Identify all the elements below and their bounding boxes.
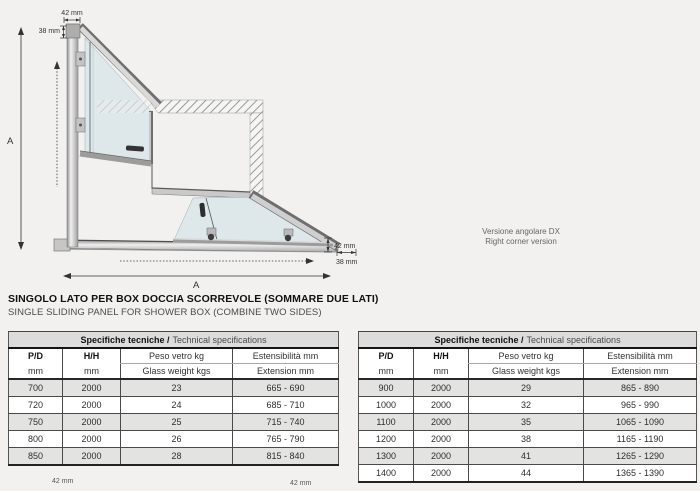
table-cell: 800 (9, 431, 63, 448)
table-cell: 765 - 790 (233, 431, 339, 448)
table-row (9, 379, 339, 397)
table-cell: 35 (469, 414, 584, 431)
table-body (359, 379, 697, 482)
dimension-width-A (63, 273, 331, 291)
table-header-title (9, 332, 339, 349)
table-cell: 25 (121, 414, 233, 431)
header-bold-text: Specifiche tecniche / (80, 334, 170, 345)
table-cell: 715 - 740 (233, 414, 339, 431)
table-cell: 2000 (414, 465, 469, 483)
table-cell: 23 (121, 379, 233, 397)
spec-table-right (358, 331, 697, 483)
table-header-bar (359, 332, 697, 349)
table-cell: 2000 (414, 448, 469, 465)
table-cell: 2000 (414, 414, 469, 431)
col-header-hh: H/H (63, 348, 121, 364)
dimension-height-A (7, 27, 24, 250)
header-regular-text: Technical specifications (172, 334, 267, 345)
table-cell: 2000 (63, 379, 121, 397)
table-row (359, 431, 697, 448)
table-cell: 2000 (63, 397, 121, 414)
technical-diagram (0, 0, 380, 292)
lower-glass-panel (173, 194, 338, 247)
table-cell: 720 (9, 397, 63, 414)
table-cell: 900 (359, 379, 414, 397)
col-header-extension-en: Extension mm (233, 364, 339, 380)
column-header-row (359, 348, 697, 364)
wall-profile (66, 24, 85, 247)
table-cell: 1065 - 1090 (584, 414, 697, 431)
table-cell: 1000 (359, 397, 414, 414)
col-header-extension-it: Estensibilità mm (584, 348, 697, 364)
header-bold-text: Specifiche tecniche / (434, 334, 524, 345)
table-cell: 2000 (63, 448, 121, 466)
dimension-profile-depth-top (39, 26, 67, 38)
dim-label: A (193, 280, 200, 291)
table-cell: 1265 - 1290 (584, 448, 697, 465)
table-cell: 850 (9, 448, 63, 466)
table-cell: 26 (121, 431, 233, 448)
table-header-title (359, 332, 697, 349)
table-row (9, 397, 339, 414)
col-header-weight-it: Peso vetro kg (121, 348, 233, 364)
table-cell: 28 (121, 448, 233, 466)
col-header-weight-it: Peso vetro kg (469, 348, 584, 364)
cutoff-dim-label: 42 mm (52, 478, 74, 485)
column-header-row (359, 364, 697, 380)
col-header-hh: H/H (414, 348, 469, 364)
dim-label: 42 mm (334, 243, 356, 250)
table-cell: 2000 (63, 414, 121, 431)
col-header-weight-en: Glass weight kgs (469, 364, 584, 380)
table-cell: 865 - 890 (584, 379, 697, 397)
table-cell: 38 (469, 431, 584, 448)
table-cell: 2000 (63, 431, 121, 448)
table-cell: 2000 (414, 397, 469, 414)
col-header-pd: P/D (359, 348, 414, 364)
table-cell: 965 - 990 (584, 397, 697, 414)
col-header-pd-unit: mm (359, 364, 414, 380)
table-cell: 44 (469, 465, 584, 483)
column-header-row (9, 364, 339, 380)
page-title-english: SINGLE SLIDING PANEL FOR SHOWER BOX (COMBINE TWO SIDES) (8, 307, 322, 318)
table-cell: 665 - 690 (233, 379, 339, 397)
column-header-row (9, 348, 339, 364)
table-row (359, 448, 697, 465)
dim-label: 38 mm (38, 28, 60, 35)
dimension-profile-width-bottom (336, 249, 358, 266)
table-cell: 1100 (359, 414, 414, 431)
dim-label: A (7, 136, 14, 147)
table-cell: 2000 (414, 379, 469, 397)
table-cell: 32 (469, 397, 584, 414)
table-cell: 1400 (359, 465, 414, 483)
table-row (9, 431, 339, 448)
dimension-profile-width-top (61, 10, 83, 23)
table-row (9, 414, 339, 431)
col-header-extension-it: Estensibilità mm (233, 348, 339, 364)
dim-label: 38 mm (336, 259, 358, 266)
spec-table-left (8, 331, 339, 466)
col-header-pd-unit: mm (9, 364, 63, 380)
table-row (359, 397, 697, 414)
table-row (9, 448, 339, 466)
sliding-travel-arrow-horizontal (120, 258, 314, 264)
table-cell: 685 - 710 (233, 397, 339, 414)
col-header-weight-en: Glass weight kgs (121, 364, 233, 380)
col-header-extension-en: Extension mm (584, 364, 697, 380)
header-regular-text: Technical specifications (526, 334, 621, 345)
col-header-pd: P/D (9, 348, 63, 364)
sliding-travel-arrow-vertical (54, 61, 60, 187)
table-row (359, 465, 697, 483)
upper-glass-panel (80, 26, 159, 164)
table-header-bar (9, 332, 339, 349)
table-cell: 700 (9, 379, 63, 397)
cutoff-dim-label: 42 mm (290, 480, 312, 487)
version-caption-english: Right corner version (485, 237, 557, 247)
version-caption (455, 227, 587, 248)
corner-floor-rail (152, 164, 250, 198)
table-row (359, 379, 697, 397)
dim-label: 42 mm (61, 10, 83, 17)
table-cell: 1200 (359, 431, 414, 448)
table-cell: 2000 (414, 431, 469, 448)
col-header-hh-unit: mm (414, 364, 469, 380)
table-cell: 815 - 840 (233, 448, 339, 466)
col-header-hh-unit: mm (63, 364, 121, 380)
profile-top-cap (66, 24, 80, 38)
table-cell: 1300 (359, 448, 414, 465)
title-block (8, 293, 568, 318)
table-cell: 750 (9, 414, 63, 431)
table-body (9, 379, 339, 465)
table-row (359, 414, 697, 431)
table-cell: 1165 - 1190 (584, 431, 697, 448)
table-cell: 29 (469, 379, 584, 397)
table-cell: 41 (469, 448, 584, 465)
page-title-italian: SINGOLO LATO PER BOX DOCCIA SCORREVOLE (SOMMARE DUE LATI) (8, 293, 379, 305)
table-cell: 24 (121, 397, 233, 414)
table-cell: 1365 - 1390 (584, 465, 697, 483)
version-caption-italian: Versione angolare DX (482, 227, 560, 236)
